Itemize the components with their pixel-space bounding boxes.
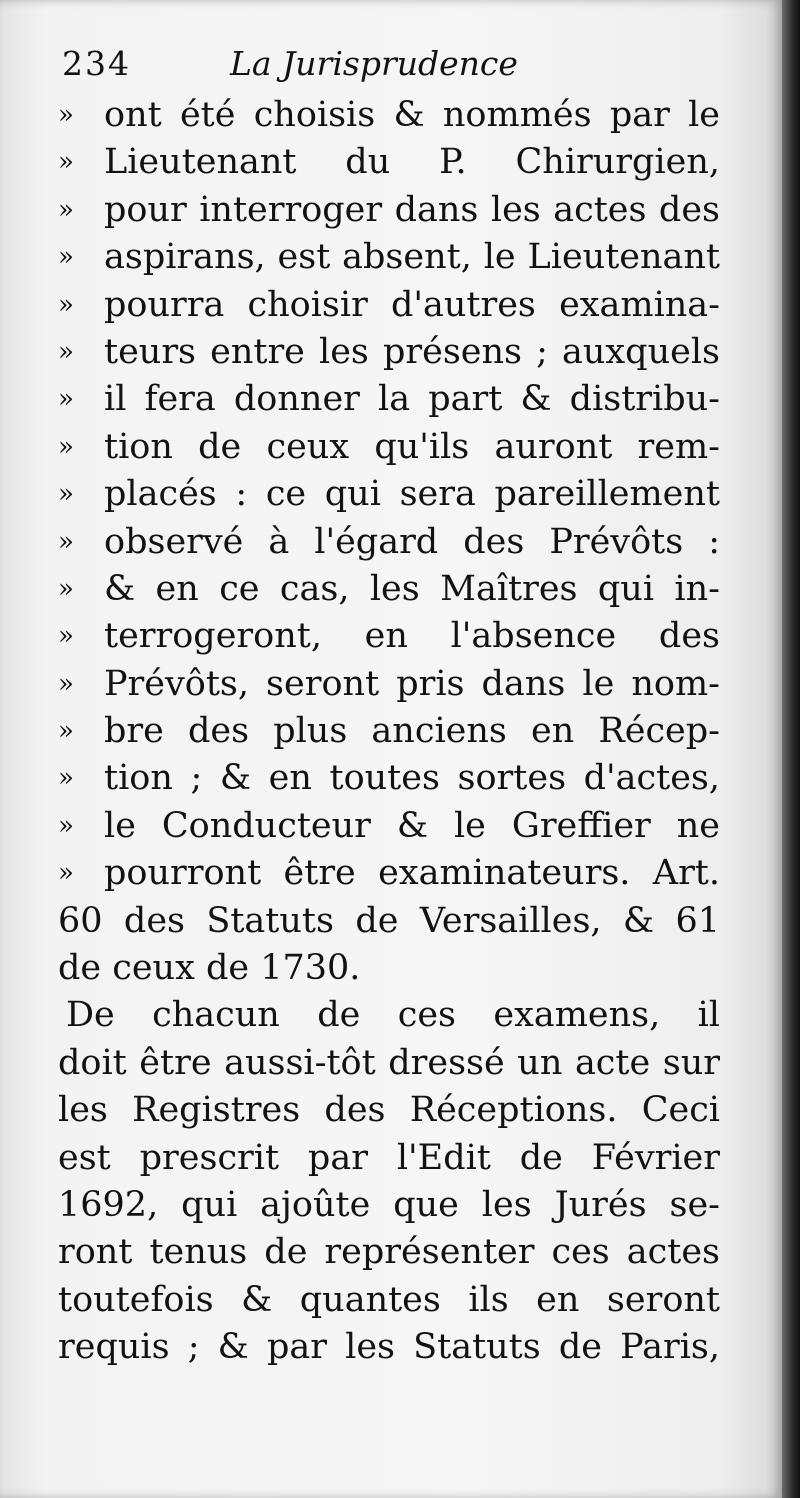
quote-mark: » <box>58 716 74 747</box>
text-line: de ceux de 1730. <box>58 948 361 989</box>
quoted-line: » bre des plus anciens en Récep- <box>58 708 720 755</box>
paragraph-first-line: De chacun de ces examens, il <box>66 995 720 1036</box>
quoted-line: » observé à l'égard des Prévôts : <box>58 519 720 566</box>
quoted-line: » il fera donner la part & distribu- <box>58 376 720 423</box>
quoted-line: » Lieutenant du P. Chirurgien, <box>58 139 720 186</box>
text-line: ront tenus de représenter ces actes <box>58 1232 720 1273</box>
quoted-line: » tion de ceux qu'ils auront rem- <box>58 424 720 471</box>
quoted-line: » aspirans, est absent, le Lieutenant <box>58 234 720 281</box>
quote-mark: » <box>58 810 74 841</box>
text-line: toutefois & quantes ils en seront <box>58 1279 720 1320</box>
quoted-line: » tion ; & en toutes sortes d'actes, <box>58 755 720 802</box>
quote-mark: » <box>58 431 74 462</box>
running-head: La Jurisprudence <box>230 44 518 83</box>
quote-mark: » <box>58 763 74 794</box>
quoted-line: » Prévôts, seront pris dans le nom- <box>58 661 720 708</box>
quote-mark: » <box>58 573 74 604</box>
quoted-line: » & en ce cas, les Maîtres qui in- <box>58 566 720 613</box>
page-header <box>62 40 722 88</box>
text-line: requis ; & par les Statuts de Paris, <box>58 1327 720 1368</box>
quoted-line: » ont été choisis & nommés par le <box>58 92 720 139</box>
quote-mark: » <box>58 858 74 889</box>
quote-mark: » <box>58 479 74 510</box>
quote-mark: » <box>58 147 74 178</box>
quoted-line: » le Conducteur & le Greffier ne <box>58 803 720 850</box>
quoted-line: » terrogeront, en l'absence des <box>58 613 720 660</box>
quoted-line: » placés : ce qui sera pareillement <box>58 471 720 518</box>
text-line: doit être aussi-tôt dressé un acte sur <box>58 1042 720 1083</box>
quote-mark: » <box>58 194 74 225</box>
quote-mark: » <box>58 242 74 273</box>
quoted-line: » teurs entre les présens ; auxquels <box>58 329 720 376</box>
quote-mark: » <box>58 100 74 130</box>
text-line: 1692, qui ajoûte que les Jurés se- <box>58 1184 720 1225</box>
quote-mark: » <box>58 289 74 320</box>
page-edge-shadow <box>782 0 800 1498</box>
body-text <box>58 92 720 1372</box>
quote-mark: » <box>58 668 74 699</box>
quoted-line: » pour interroger dans les actes des <box>58 187 720 234</box>
page-number: 234 <box>62 44 131 83</box>
text-line: les Registres des Réceptions. Ceci <box>58 1090 720 1131</box>
quote-mark: » <box>58 526 74 557</box>
quote-mark: » <box>58 621 74 652</box>
quoted-line: » pourront être examinateurs. Art. <box>58 850 720 897</box>
text-line: 60 des Statuts de Versailles, & 61 <box>58 900 720 941</box>
quote-mark: » <box>58 384 74 415</box>
quoted-line: » pourra choisir d'autres examina- <box>58 282 720 329</box>
text-line: est prescrit par l'Edit de Février <box>58 1137 720 1178</box>
quote-mark: » <box>58 336 74 367</box>
